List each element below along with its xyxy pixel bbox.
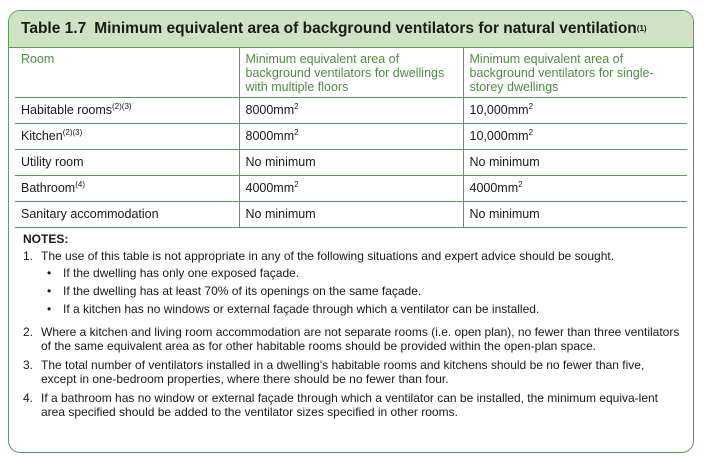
multi-value: No minimum [245,155,316,169]
multi-floor-cell [239,150,463,176]
note-text: If a bathroom has no window or external façade through which a ventilator can be installed, the minimum equiva-lent area specified should be added to the ventilator sizes specified in other rooms. [41,391,659,419]
multi-value: No minimum [245,207,316,221]
table-row [15,176,687,202]
room-cell [15,176,239,202]
table-title-text: Minimum equivalent area of background ventilators for natural ventilation [94,20,637,37]
table-row [15,202,687,228]
multi-sup: 2 [294,127,299,137]
single-sup: 2 [528,101,534,111]
notes-section [9,228,693,419]
single-storey-cell [463,202,687,228]
multi-floor-cell [239,98,463,124]
single-storey-cell [463,176,687,202]
single-value: 10,000mm [469,103,529,117]
note-text: The use of this table is not appropriate in any of the following situations and expert advice should be sought. [41,249,615,263]
room-name: Bathroom [21,181,76,195]
note-number: 1. [23,249,34,263]
multi-sup: 2 [294,101,299,111]
bullet-item [41,284,681,298]
single-value: 4000mm [469,181,519,195]
bullet-item [41,302,681,316]
note-number: 4. [23,391,34,405]
room-name: Sanitary accommodation [21,207,159,221]
note-number: 2. [23,325,34,339]
room-name: Habitable rooms [21,103,113,117]
bullet-icon: • [47,266,52,280]
room-name: Kitchen [21,129,63,143]
single-storey-cell [463,124,687,150]
bullet-text: If the dwelling has at least 70% of its openings on the same façade. [63,284,422,298]
multi-floor-cell [239,124,463,150]
ventilator-table [15,48,687,228]
header-row [15,48,687,98]
single-sup: 2 [528,127,534,137]
column-header-multi-floor: Minimum equivalent area of background ventilators for dwellings with multiple floors [239,48,463,98]
room-cell [15,124,239,150]
note-item [23,325,681,353]
multi-floor-cell [239,202,463,228]
room-sup: (2)(3) [62,127,83,137]
room-sup: (4) [75,179,85,189]
notes-heading: NOTES: [23,232,69,246]
bullet-text: If a kitchen has no windows or external façade through which a ventilator can be installed. [63,302,540,316]
table-frame [8,10,694,453]
note-text: Where a kitchen and living room accommodation are not separate rooms (i.e. open plan), no fewer than three ventilators of the same equivalent area as for other habitable rooms should be provided within the open-plan space. [41,325,680,353]
single-value: No minimum [469,207,540,221]
note-number: 3. [23,358,34,372]
room-cell [15,98,239,124]
table-number: Table 1.7 [21,20,87,37]
note-text: The total number of ventilators installed in a dwelling's habitable rooms and kitchens should be no fewer than five, except in one-bedroom properties, where there should be no fewer than four. [41,358,645,386]
note-item [23,249,681,320]
multi-value: 4000mm [245,181,295,195]
single-value: 10,000mm [469,129,529,143]
bullet-icon: • [47,284,52,298]
note-item [23,391,681,419]
room-cell [15,150,239,176]
bullet-icon: • [47,302,52,316]
bullet-text: If the dwelling has only one exposed façade. [63,266,300,280]
single-sup: 2 [518,179,523,189]
table-row [15,98,687,124]
note-bullets [41,266,681,316]
table-row [15,124,687,150]
note-item [23,358,681,386]
bullet-item [41,266,681,280]
multi-value: 8000mm [245,103,295,117]
column-header-room: Room [21,52,55,66]
column-header-single-storey: Minimum equivalent area of background ventilators for single-storey dwellings [463,48,687,98]
table-row [15,150,687,176]
single-value: No minimum [469,155,540,169]
single-storey-cell [463,150,687,176]
multi-sup: 2 [294,179,299,189]
multi-value: 8000mm [245,129,295,143]
room-cell [15,202,239,228]
room-sup: (2)(3) [112,101,132,111]
room-name: Utility room [21,155,84,169]
multi-floor-cell [239,176,463,202]
single-storey-cell [463,98,687,124]
table-title: Table 1.7 Minimum equivalent area of background ventilators for natural ventilation (1) [9,11,693,48]
